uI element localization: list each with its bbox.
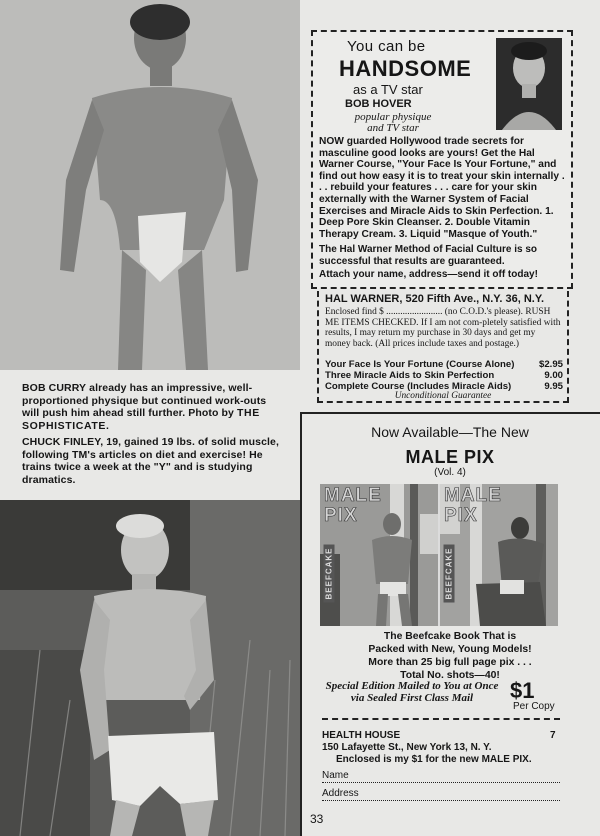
coupon-terms: Enclosed find $ ........................ (no C.O.D.'s please). RUSH ME ITEMS CHECKED. If I am not com-pletely satisfied with results, I may return my purchase in 30 days and get my money back. (All prices include taxes and postage.) [325,307,561,349]
bob-hover-portrait [496,38,562,130]
ad2-special-edition: Special Edition Mailed to You at Once via Sealed First Class Mail [325,680,499,704]
magazine-cover [440,484,558,626]
ad-headline-1: You can be [347,38,426,55]
coupon-guarantee: Unconditional Guarantee [394,391,492,401]
coupon-cut-line [322,718,560,720]
cover-brand [444,486,502,526]
item-price: 9.00 [544,370,563,381]
coupon-price-list [325,359,563,392]
coupon-address: HAL WARNER, 520 Fifth Ave., N.Y. 36, N.Y. [325,293,545,305]
ad-body-text: Get the Hal Warner Course, "Your Face Is Your Fortune," and find out how easy it is to treat your skin internally . . . rebuild your features . . . care for your skin externally with the Warner System of Facial Exercises and Miracle Aids to Skin Perfection. 1. Deep Pore Skin Cleanser. 2. Double Vitamin Therapy Cream. 3. Liquid "Masque of Youth." [319,147,565,240]
caption-name: CHUCK FINLEY, [22,436,104,448]
ad2-desc-line: The Beefcake Book That is [383,631,517,642]
ad-body [319,136,567,240]
ad-guarantee: The Hal Warner Method of Facial Culture is so successful that results are guaranteed. [319,244,537,267]
ad2-available: Now Available—The New [371,424,529,440]
name-label: Name [322,770,349,781]
caption-bob-curry [22,382,282,432]
caption-chuck-finley [22,436,282,486]
item-price: $2.95 [538,359,563,370]
caption-text: already has an impressive, well-proportioned physique but continued work-outs will push him ahead still further. Photo by [22,382,267,419]
cover-brand [324,486,382,526]
item-label: Three Miracle Aids to Skin Perfection [325,370,495,381]
magazine-covers [320,484,558,626]
ad2-title: MALE PIX [405,447,495,467]
ad-attach-line: Attach your name, address—send it off today! [319,269,538,280]
ad2-volume: (Vol. 4) [434,467,466,478]
page-number: 33 [310,812,324,826]
cover-tag: BEEFCAKE [324,544,335,602]
ad-role-line-1: popular physique [354,111,432,123]
ad2-desc-line: More than 25 big full page pix . . . [368,657,532,668]
item-label: Complete Course (Includes Miracle Aids) [325,381,512,392]
ad2-desc-line: Total No. shots—40! [400,670,500,681]
magazine-cover [320,484,438,626]
cover-tag: BEEFCAKE [444,544,455,602]
caption-text: 19, gained 19 lbs. of solid muscle, following TM's articles on diet and exercise! He trains twice a week at the "Y" and is studying dramatics. [22,436,279,486]
health-house-enclosed: Enclosed is my $1 for the new MALE PIX. [336,754,532,765]
ad2-desc-line: Packed with New, Young Models! [368,644,532,655]
health-house-code: 7 [550,730,556,741]
health-house-address: 150 Lafayette St., New York 13, N. Y. [322,742,492,753]
item-label: Your Face Is Your Fortune (Course Alone) [325,359,515,370]
address-field[interactable] [322,788,560,801]
cover-brand-line: PIX [324,505,358,526]
chuck-finley-photo [0,500,300,836]
caption-name: BOB CURRY [22,382,87,394]
hal-warner-coupon[interactable] [317,291,569,403]
ad-person-role [323,112,463,134]
bob-curry-photo [0,0,300,370]
coupon-item[interactable] [325,359,563,370]
ad-body-lead: NOW guarded Hollywood trade secrets for masculine good looks are yours! [319,136,524,159]
ad2-description [300,630,600,682]
item-price: 9.95 [544,381,563,392]
cover-brand-line: PIX [444,505,478,526]
address-label: Address [322,788,359,799]
section-divider-horizontal [300,412,600,414]
caption-source: THE SOPHISTICATE. [22,407,260,432]
ad2-price: $1 [510,678,535,703]
ad-headline-3: as a TV star [353,82,423,97]
handsome-ad [311,30,573,289]
ad-headline-2: HANDSOME [339,56,472,81]
health-house-name: HEALTH HOUSE [322,730,401,741]
ad2-per-copy: Per Copy [513,701,555,712]
cover-brand-line: MALE [444,485,502,506]
cover-brand-line: MALE [324,485,382,506]
name-field[interactable] [322,770,560,783]
ad-role-line-2: and TV star [367,122,419,134]
ad-person-name: BOB HOVER [345,98,412,110]
coupon-item[interactable] [325,370,563,381]
